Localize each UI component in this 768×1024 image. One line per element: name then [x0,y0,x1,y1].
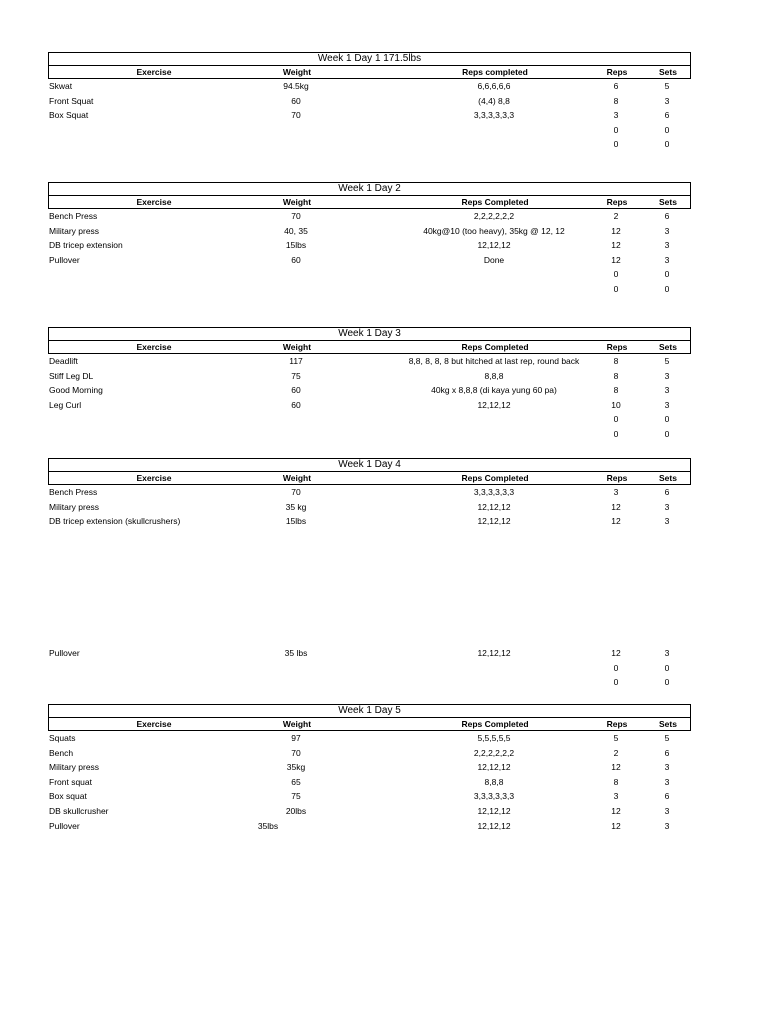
cell-reps-completed: 12,12,12 [477,501,511,512]
cell-reps: 0 [613,283,619,294]
cell-reps: 10 [611,399,621,410]
table-row [48,79,691,94]
header-reps-completed: Reps completed [462,67,528,77]
table-header-row [48,472,691,485]
table-row [48,675,691,690]
cell-reps-completed: 8,8,8 [484,776,504,787]
cell-exercise: Skwat [49,81,73,91]
cell-reps-completed: 5,5,5,5,5 [477,733,511,743]
cell-reps: 0 [613,677,619,688]
header-weight: Weight [282,473,312,483]
cell-reps: 12 [611,225,621,236]
table-row [48,514,691,529]
table-row [48,661,691,676]
cell-weight: 70 [291,747,301,758]
cell-weight: 65 [291,776,301,787]
cell-reps: 8 [613,385,619,396]
cell-reps-completed: 40kg x 8,8,8 (di kaya yung 60 pa) [431,385,557,396]
cell-sets: 3 [664,805,670,816]
cell-exercise: Leg Curl [49,399,82,410]
table-row [48,485,691,500]
table-row [48,253,691,268]
cell-reps-completed: 12,12,12 [477,820,511,831]
cell-reps: 0 [613,139,619,150]
cell-weight: 15lbs [285,516,307,527]
header-reps: Reps [606,473,628,483]
cell-reps: 3 [613,487,619,497]
cell-reps: 5 [613,733,619,743]
cell-sets: 0 [664,283,670,294]
table-row [48,646,691,661]
cell-weight: 70 [291,487,301,497]
cell-sets: 3 [664,501,670,512]
table-row [48,500,691,515]
table-row [48,238,691,253]
cell-exercise: Bench [49,747,74,758]
cell-sets: 3 [664,762,670,773]
cell-reps-completed: 6,6,6,6,6 [477,81,511,91]
cell-reps-completed: (4,4) 8,8 [478,95,510,106]
cell-exercise: Stiff Leg DL [49,370,94,381]
cell-reps-completed: 40kg@10 (too heavy), 35kg @ 12, 12 [423,225,565,236]
cell-weight: 60 [291,254,301,265]
table-row [48,267,691,282]
cell-reps: 12 [611,501,621,512]
cell-exercise: Front squat [49,776,92,787]
table-row [48,137,691,152]
cell-reps-completed: 12,12,12 [477,762,511,773]
table-row [48,412,691,427]
table-row [48,427,691,442]
cell-weight: 40, 35 [284,225,308,236]
cell-weight: 20lbs [285,805,307,816]
table-title: Week 1 Day 2 [48,182,691,196]
cell-sets: 5 [664,81,670,91]
header-exercise: Exercise [136,67,172,77]
header-exercise: Exercise [136,473,172,483]
workout-table-day-1 [48,52,691,152]
workout-table-day-5 [48,704,691,833]
cell-exercise: DB skullcrusher [49,805,109,816]
cell-reps: 0 [613,124,619,135]
table-row [48,108,691,123]
cell-reps-completed: 12,12,12 [477,240,511,251]
header-reps: Reps [606,719,628,729]
cell-weight: 35 kg [285,501,307,512]
cell-sets: 0 [664,269,670,280]
cell-weight: 94.5kg [283,81,309,91]
cell-exercise: Military press [49,501,100,512]
cell-reps-completed: 2,2,2,2,2,2 [473,211,515,221]
header-sets: Sets [659,67,677,77]
cell-reps: 3 [613,791,619,802]
table-row [48,209,691,224]
header-weight: Weight [282,342,312,352]
cell-sets: 5 [664,356,670,366]
cell-reps: 12 [611,240,621,251]
table-row [48,383,691,398]
cell-reps: 0 [613,662,619,673]
table-row [48,369,691,384]
cell-sets: 0 [664,428,670,439]
cell-sets: 0 [664,124,670,135]
table-row [48,94,691,109]
table-title: Week 1 Day 1 171.5lbs [48,52,691,66]
cell-reps-completed: 3,3,3,3,3,3 [473,110,515,121]
table-header-row [48,66,691,79]
table-header-row [48,341,691,354]
cell-reps-completed: 12,12,12 [477,516,511,527]
header-reps-completed: Reps Completed [461,197,529,207]
cell-weight: 75 [291,791,301,802]
header-reps: Reps [606,342,628,352]
cell-exercise: Pullover [49,254,80,265]
cell-reps: 3 [613,110,619,121]
workout-table-day-4-continued [48,646,691,690]
cell-reps: 0 [613,269,619,280]
cell-reps-completed: 8,8,8 [484,370,504,381]
header-reps: Reps [606,67,628,77]
cell-reps: 6 [613,81,619,91]
cell-sets: 0 [664,677,670,688]
cell-exercise: Good Morning [49,385,103,396]
header-reps-completed: Reps Completed [461,342,529,352]
cell-reps-completed: 12,12,12 [477,805,511,816]
header-weight: Weight [282,197,312,207]
cell-reps: 12 [611,805,621,816]
cell-weight: 60 [291,399,301,410]
cell-weight: 35 lbs [284,648,308,658]
cell-weight: 70 [291,110,301,121]
cell-sets: 3 [664,516,670,527]
cell-reps-completed: 12,12,12 [477,399,511,410]
cell-sets: 3 [664,385,670,396]
cell-exercise: Box Squat [49,110,89,121]
cell-weight: 60 [291,95,301,106]
table-row [48,760,691,775]
cell-weight: 15lbs [285,240,307,251]
cell-reps-completed: 3,3,3,3,3,3 [473,791,515,802]
header-weight: Weight [282,67,312,77]
cell-sets: 6 [664,110,670,121]
cell-weight: 97 [291,733,301,743]
cell-sets: 5 [664,733,670,743]
cell-weight: 117 [289,356,303,366]
cell-reps: 8 [613,95,619,106]
header-sets: Sets [659,473,677,483]
cell-sets: 0 [664,414,670,425]
cell-sets: 0 [664,662,670,673]
workout-table-day-4 [48,458,691,529]
cell-exercise: Deadlift [49,356,78,366]
table-row [48,804,691,819]
table-title: Week 1 Day 4 [48,458,691,472]
cell-sets: 3 [664,95,670,106]
cell-exercise: Military press [49,225,100,236]
cell-reps: 12 [611,648,621,658]
header-sets: Sets [659,342,677,352]
header-exercise: Exercise [136,342,172,352]
header-sets: Sets [659,197,677,207]
cell-sets: 3 [664,370,670,381]
cell-reps: 12 [611,254,621,265]
cell-weight: 35kg [286,762,306,773]
cell-sets: 3 [664,240,670,251]
cell-exercise: Box squat [49,791,87,802]
cell-weight: 60 [291,385,301,396]
cell-reps-completed: 8,8, 8, 8, 8 but hitched at last rep, round back [408,356,580,366]
table-row [48,775,691,790]
cell-sets: 3 [664,254,670,265]
table-row [48,731,691,746]
cell-exercise: Bench Press [49,211,98,221]
cell-reps: 2 [613,211,619,221]
cell-reps: 8 [613,370,619,381]
cell-exercise: Military press [49,762,100,773]
table-header-row [48,718,691,731]
cell-reps: 12 [611,820,621,831]
header-reps: Reps [606,197,628,207]
cell-sets: 3 [664,225,670,236]
cell-sets: 6 [664,211,670,221]
header-reps-completed: Reps Completed [461,473,529,483]
table-row [48,819,691,834]
table-row [48,224,691,239]
table-header-row [48,196,691,209]
cell-exercise: Pullover [49,648,80,658]
cell-exercise: Pullover [49,820,80,831]
header-reps-completed: Reps Completed [461,719,529,729]
cell-weight: 35lbs [257,820,279,831]
cell-reps: 12 [611,516,621,527]
header-exercise: Exercise [136,197,172,207]
cell-exercise: DB tricep extension (skullcrushers) [49,516,181,527]
workout-table-day-2 [48,182,691,297]
cell-reps: 12 [611,762,621,773]
table-row [48,398,691,413]
cell-sets: 6 [664,487,670,497]
cell-sets: 0 [664,139,670,150]
cell-sets: 6 [664,747,670,758]
cell-sets: 6 [664,791,670,802]
cell-reps: 8 [613,776,619,787]
cell-sets: 3 [664,776,670,787]
cell-exercise: Squats [49,733,76,743]
cell-exercise: Bench Press [49,487,98,497]
cell-reps: 2 [613,747,619,758]
cell-sets: 3 [664,399,670,410]
table-row [48,282,691,297]
cell-exercise: DB tricep extension [49,240,123,251]
cell-reps: 8 [613,356,619,366]
table-row [48,789,691,804]
table-title: Week 1 Day 5 [48,704,691,718]
cell-reps: 0 [613,428,619,439]
header-weight: Weight [282,719,312,729]
cell-weight: 70 [291,211,301,221]
cell-exercise: Front Squat [49,95,94,106]
cell-reps-completed: 2,2,2,2,2,2 [473,747,515,758]
table-row [48,354,691,369]
cell-reps-completed: 3,3,3,3,3,3 [473,487,515,497]
header-exercise: Exercise [136,719,172,729]
cell-reps-completed: Done [483,254,505,265]
cell-reps: 0 [613,414,619,425]
header-sets: Sets [659,719,677,729]
table-row [48,746,691,761]
table-title: Week 1 Day 3 [48,327,691,341]
cell-weight: 75 [291,370,301,381]
table-row [48,123,691,138]
cell-sets: 3 [664,648,670,658]
workout-table-day-3 [48,327,691,442]
cell-reps-completed: 12,12,12 [477,648,511,658]
cell-sets: 3 [664,820,670,831]
